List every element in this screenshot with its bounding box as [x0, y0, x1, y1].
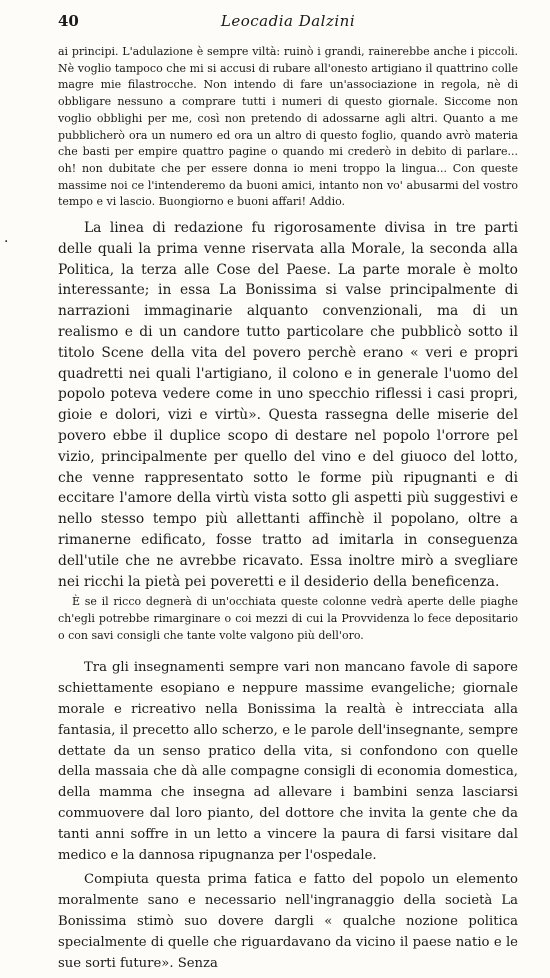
margin-mark: ·	[4, 234, 9, 250]
body-section	[58, 218, 518, 592]
running-head: Leocadia Dalzini	[220, 12, 356, 30]
body-paragraph: La linea di redazione fu rigorosamente divisa in tre parti delle quali la prima venne riservata alla Morale, la seconda alla Politica, la terza alle Cose del Paese. La parte morale è molto interessante; in essa La Bonissima si valse principalmente di narrazioni immaginarie alquanto convenzionali, ma di un realismo e di un candore tutto particolare che pubblicò sotto il titolo Scene della vita del povero perchè erano « veri e propri quadretti nei quali l'artigiano, il colono e in generale l'uomo del popolo poteva vedere come in uno specchio riflessi i casi propri, gioie e dolori, vizi e virtù». Questa rassegna delle miserie del povero ebbe il duplice scopo di destare nel popolo l'orrore pel vizio, principalmente per quello del vino e del giuoco del lotto, che venne rappresentato sotto le forme più ripugnanti e di eccitare l'amore della virtù vista sotto gli aspetti più suggestivi e nello stesso tempo più allettanti affinchè il popolano, oltre a rimanerne edificato, fosse tratto ad imitarla in conseguenza dell'utile che ne avrebbe ricavato. Essa inoltre mirò a svegliare nei ricchi la pietà pei poveretti e il desiderio della beneficenza.	[58, 220, 518, 590]
body-section-2	[58, 658, 518, 974]
body-paragraph: Compiuta questa prima fatica e fatto del popolo un elemento moralmente sano e necessario nell'ingranaggio della società La Bonissima stimò suo dovere dargli « qualche nozione politica specialmente di quelle che riguardavano da vicino il paese natio e le sue sorti future». Senza	[58, 872, 518, 971]
inset-quote	[58, 594, 518, 644]
quote-text: ai principi. L'adulazione è sempre viltà: ruinò i grandi, rainerebbe anche i piccoli. Nè voglio tampoco che mi si accusi di rubare all'onesto artigiano il quattrino colle magre mie filastrocche. Non intendo di fare un'associazione in regola, nè di obbligare nessuno a comprare tutti i numeri di questo giornale. Siccome non voglio obblighi per me, così non pretendo di adossarne agli altri. Quanto a me pubblicherò ora un numero ed ora un altro di questo foglio, quando avrò materia che basti per empire quattro pagine o quando mi crederò in debito di parlare... oh! non dubitate che per essere donna io meni troppo la lingua... Con queste massime noi ce l'intenderemo da buoni amici, intanto non vo' abusarmi del vostro tempo e vi lascio. Buongiorno e buoni affari! Addio.	[58, 45, 518, 209]
page-number: 40	[58, 12, 79, 30]
quoted-passage	[58, 44, 518, 211]
inset-quote-text: È se il ricco degnerà di un'occhiata queste colonne vedrà aperte delle piaghe ch'egli potrebbe rimarginare o coi mezzi di cui la Provvidenza lo fece depositario o con savi consigli che tante volte valgono più dell'oro.	[58, 595, 518, 642]
body-paragraph: Tra gli insegnamenti sempre vari non mancano favole di sapore schiettamente esopiano e neppure massime evangeliche; giornale morale e ricreativo nella Bonissima la realtà è intrecciata alla fantasia, il precetto allo scherzo, e le parole dell'insegnante, sempre dettate da un senso pratico della vita, si confondono con quelle della massaia che dà alle compagne consigli di economia domestica, della mamma che insegna ad allevare i bambini senza lasciarsi commuovere dal loro pianto, del dottore che invita la gente che da tanti anni soffre in un letto a vincere la paura di farsi visitare dal medico e la dannosa ripugnanza per l'ospedale.	[58, 660, 518, 863]
page-header	[58, 12, 518, 30]
book-page	[58, 12, 518, 978]
